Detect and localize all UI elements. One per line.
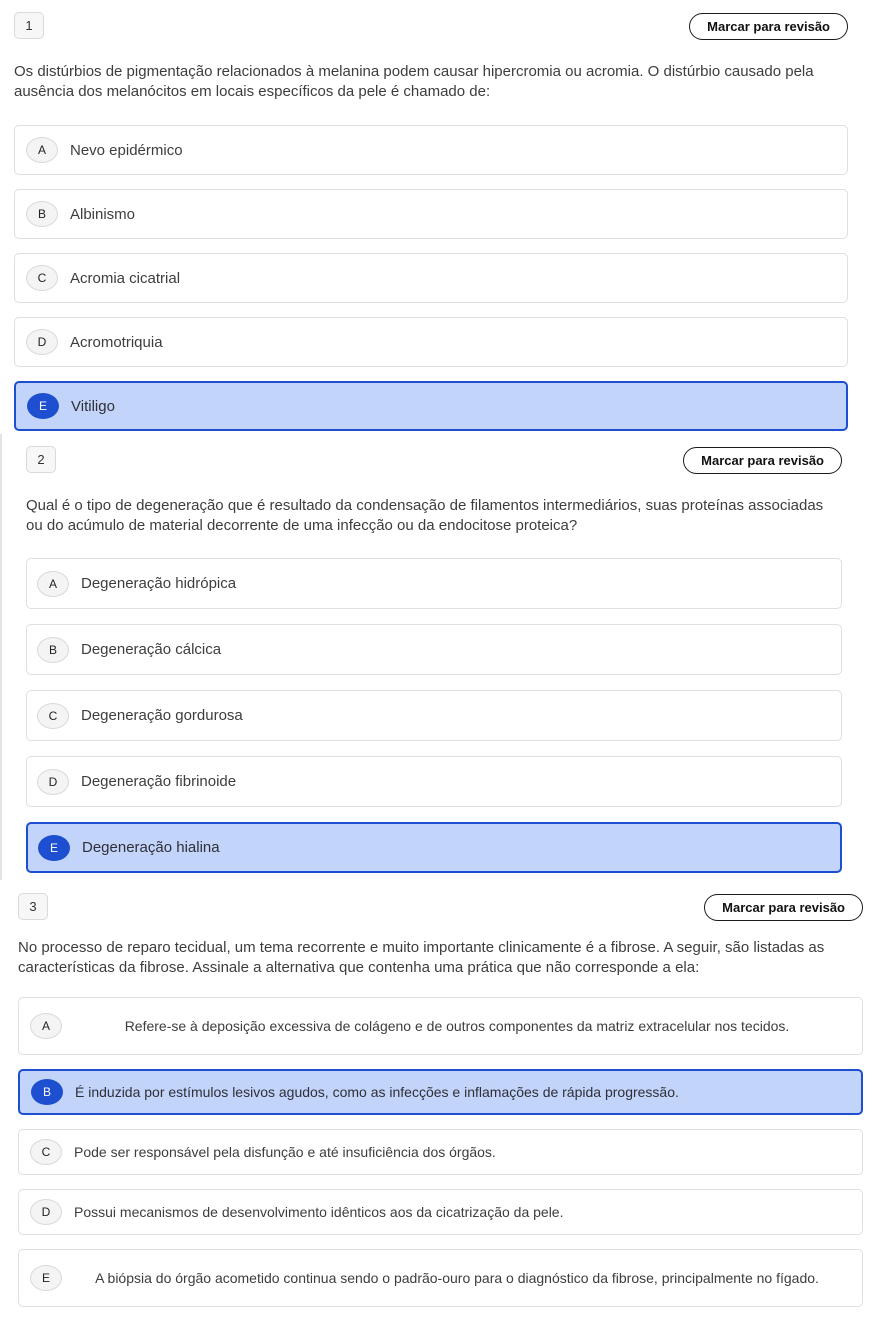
option-c[interactable] <box>14 253 848 303</box>
option-b[interactable] <box>26 624 842 675</box>
option-text: Acromotriquia <box>70 333 163 351</box>
option-letter: B <box>31 1079 63 1105</box>
option-text: Degeneração fibrinoide <box>81 773 237 790</box>
question-divider <box>0 434 2 880</box>
mark-for-review-button[interactable]: Marcar para revisão <box>683 447 842 474</box>
answer-options <box>18 997 863 1307</box>
option-e-selected[interactable] <box>14 381 848 431</box>
question-text: No processo de reparo tecidual, um tema recorrente e muito importante clinicamente é a fibrose. A seguir, são listadas as características da fibrose. Assinale a alternativa que contenha uma prática que não corresponde a ela: <box>18 939 825 976</box>
option-letter: C <box>37 703 69 729</box>
option-b-selected[interactable] <box>18 1069 863 1115</box>
option-letter: B <box>37 637 69 663</box>
option-c[interactable] <box>18 1129 863 1175</box>
question-number: 1 <box>14 12 44 39</box>
option-letter: A <box>37 571 69 597</box>
option-text: Refere-se à deposição excessiva de colágeno e de outros componentes da matriz extracelular nos tecidos. <box>124 1017 790 1034</box>
option-letter: D <box>30 1199 62 1225</box>
option-a[interactable] <box>26 558 842 609</box>
option-text: Pode ser responsável pela disfunção e até insuficiência dos órgãos. <box>74 1143 496 1160</box>
option-letter: E <box>27 393 59 419</box>
option-letter: B <box>26 201 58 227</box>
option-text: Degeneração cálcica <box>81 641 222 658</box>
option-text: Acromia cicatrial <box>70 269 181 287</box>
option-letter: A <box>30 1013 62 1039</box>
option-text: Albinismo <box>70 205 136 223</box>
option-letter: E <box>30 1265 62 1291</box>
question-number: 3 <box>18 893 48 920</box>
option-letter: D <box>37 769 69 795</box>
question-2 <box>26 446 842 888</box>
option-a[interactable] <box>18 997 863 1055</box>
option-a[interactable] <box>14 125 848 175</box>
question-text: Os distúrbios de pigmentação relacionados à melanina podem causar hipercromia ou acromia. O distúrbio causado pela ausência dos melanócitos em locais específicos da pele é chamado de: <box>14 63 814 100</box>
option-d[interactable] <box>14 317 848 367</box>
question-header <box>18 893 863 923</box>
option-letter: C <box>26 265 58 291</box>
question-header <box>26 446 842 476</box>
option-d[interactable] <box>18 1189 863 1235</box>
option-e[interactable] <box>18 1249 863 1307</box>
option-letter: C <box>30 1139 62 1165</box>
mark-for-review-button[interactable]: Marcar para revisão <box>704 894 863 921</box>
option-text: Nevo epidérmico <box>70 141 183 159</box>
option-text: Possui mecanismos de desenvolvimento idênticos aos da cicatrização da pele. <box>74 1203 564 1220</box>
question-3 <box>18 893 863 1321</box>
option-text: Vitiligo <box>71 397 115 415</box>
question-number: 2 <box>26 446 56 473</box>
option-letter: E <box>38 835 70 861</box>
answer-options <box>14 125 848 431</box>
option-c[interactable] <box>26 690 842 741</box>
option-b[interactable] <box>14 189 848 239</box>
option-e-selected[interactable] <box>26 822 842 873</box>
mark-for-review-button[interactable]: Marcar para revisão <box>689 13 848 40</box>
question-1 <box>14 12 848 445</box>
option-text: Degeneração hidrópica <box>81 575 237 592</box>
question-header <box>14 12 848 42</box>
option-letter: D <box>26 329 58 355</box>
option-text: Degeneração hialina <box>82 839 220 856</box>
option-text: É induzida por estímulos lesivos agudos, como as infecções e inflamações de rápida progressão. <box>75 1083 679 1100</box>
option-d[interactable] <box>26 756 842 807</box>
option-letter: A <box>26 137 58 163</box>
option-text: Degeneração gordurosa <box>81 707 243 724</box>
answer-options <box>26 558 842 873</box>
option-text: A biópsia do órgão acometido continua sendo o padrão-ouro para o diagnóstico da fibrose, principalmente no fígado. <box>95 1269 819 1286</box>
question-text: Qual é o tipo de degeneração que é resultado da condensação de filamentos intermediários, suas proteínas associadas ou do acúmulo de material decorrente de uma infecção ou da endocitose proteica? <box>26 497 824 534</box>
